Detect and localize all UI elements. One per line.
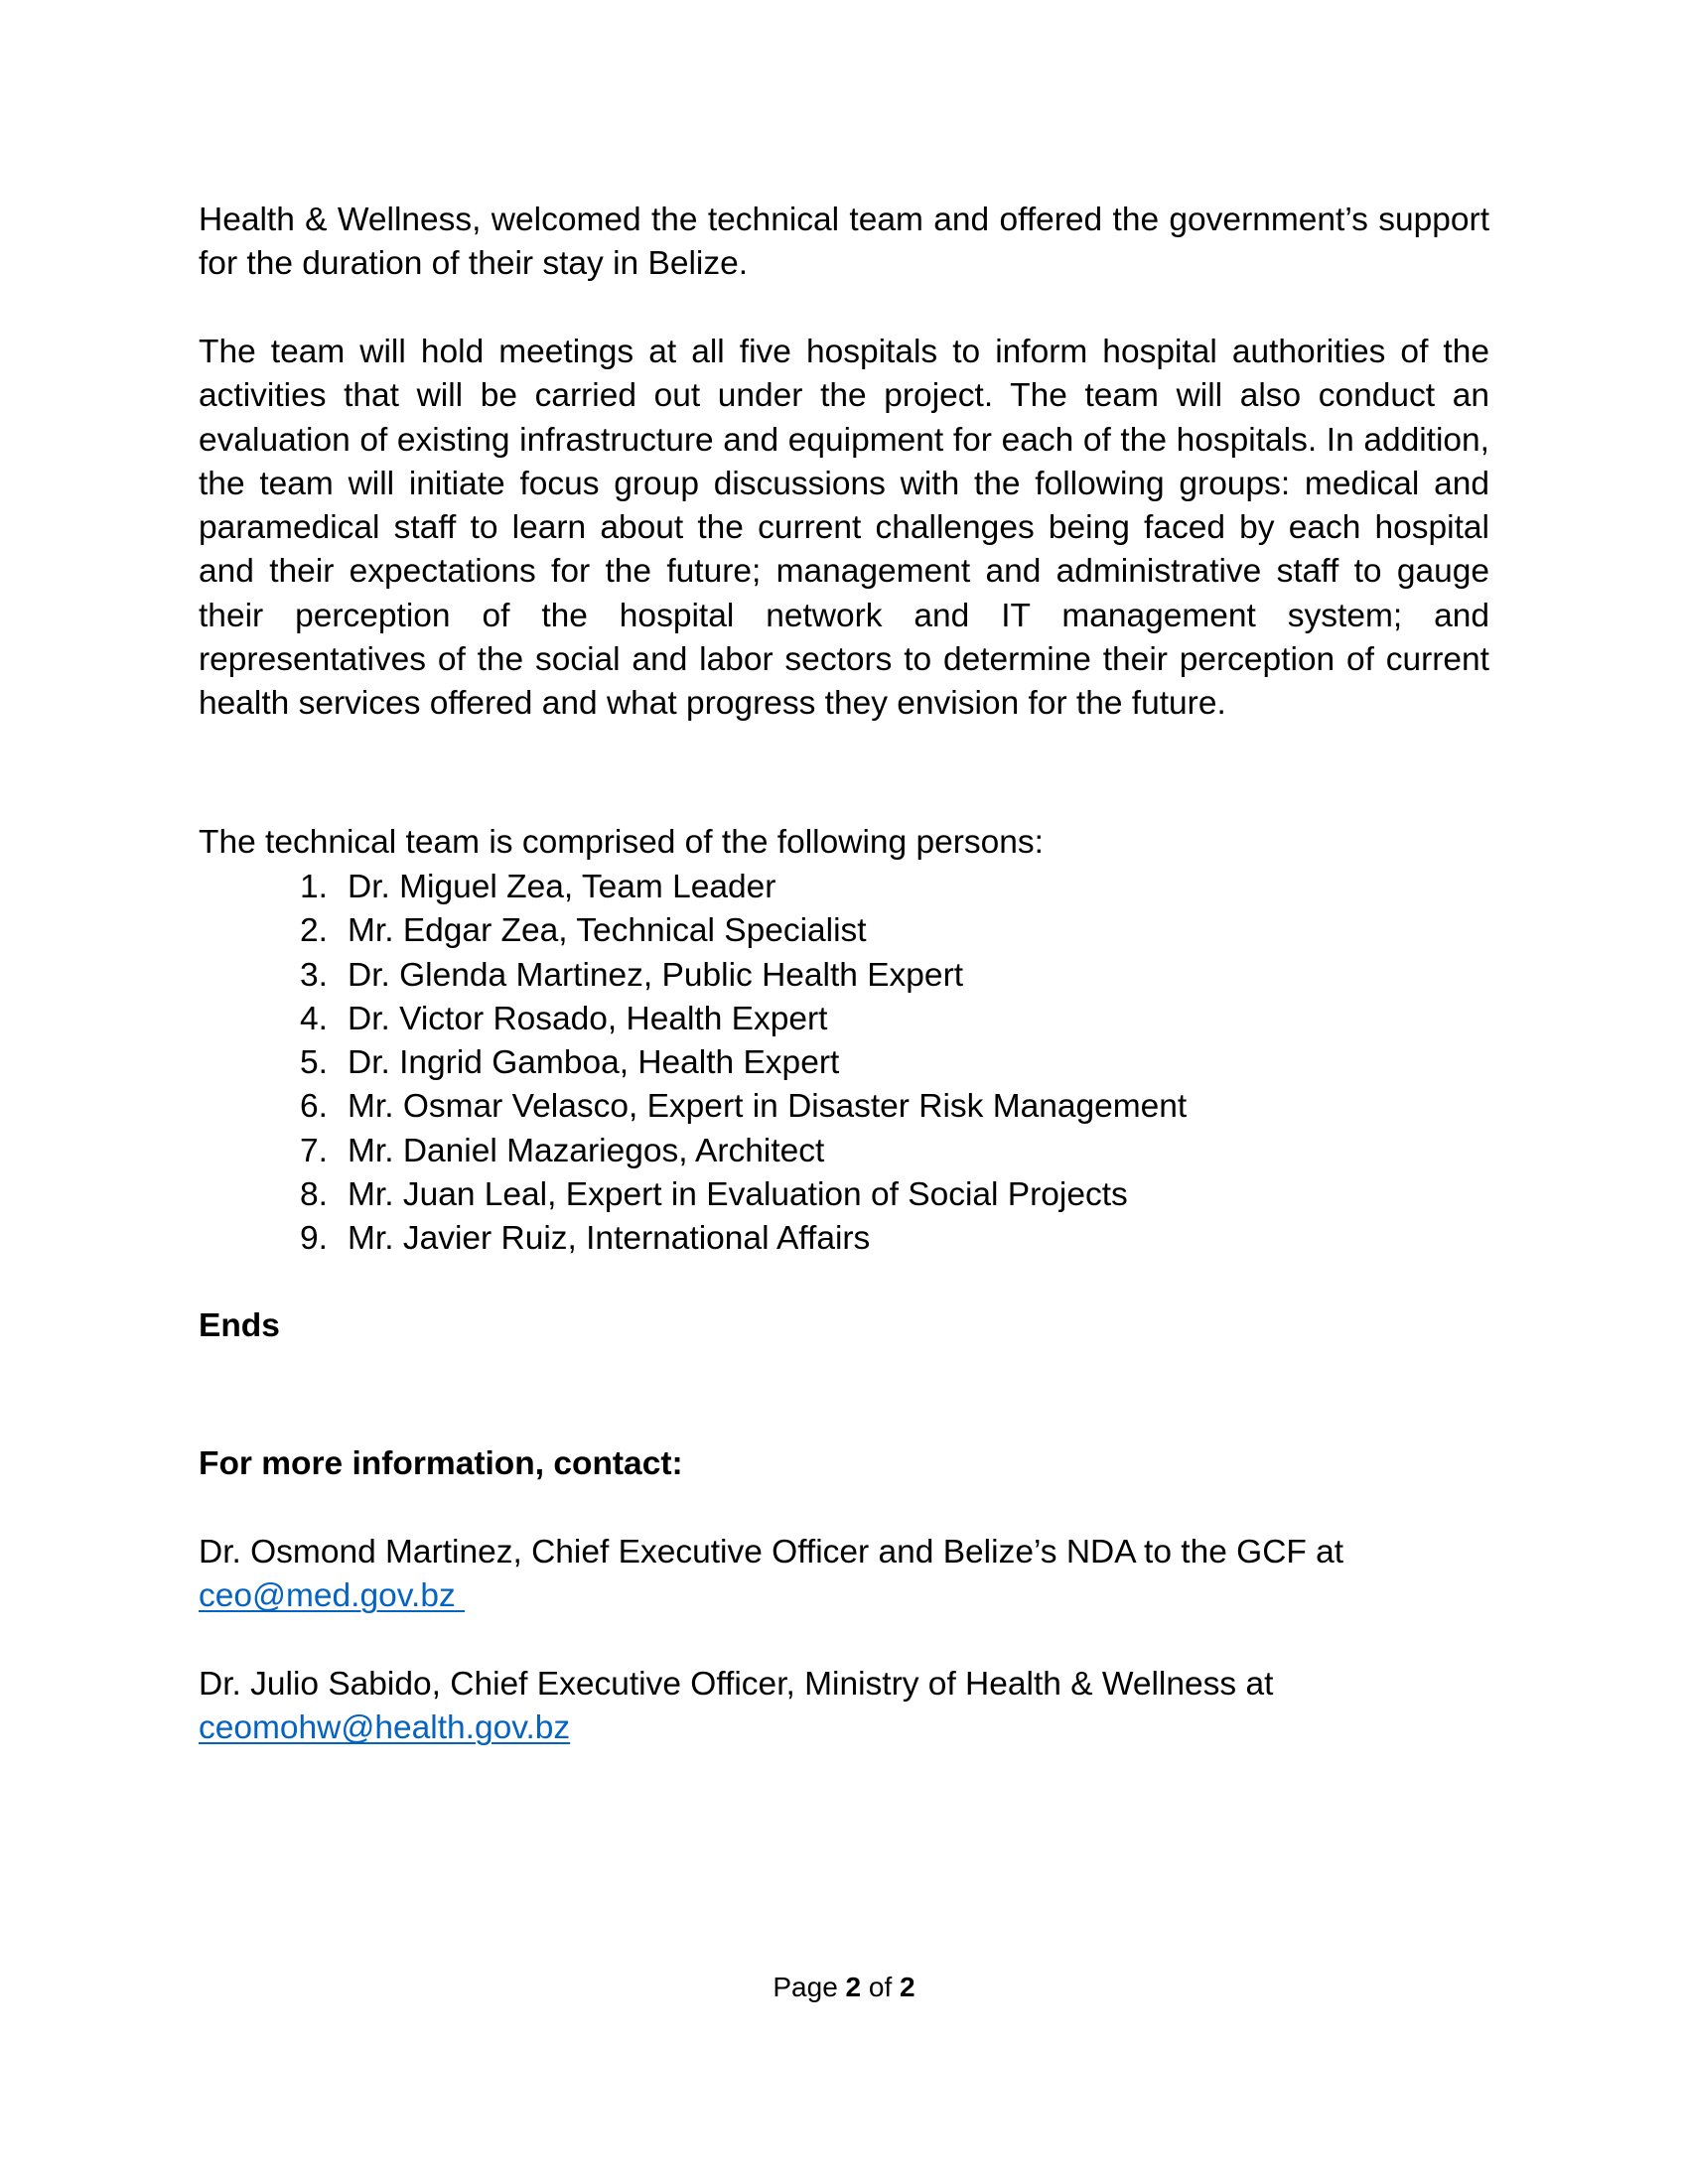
list-item-text: Mr. Javier Ruiz, International Affairs [348,1220,871,1258]
list-item-text: Dr. Miguel Zea, Team Leader [348,869,776,905]
list-item [300,866,1392,909]
team-member-list [300,866,1392,1262]
list-number: 8. [300,1176,328,1214]
list-item-text: Dr. Glenda Martinez, Public Health Expert [348,956,964,994]
list-item [300,954,1392,998]
list-item-text: Mr. Osmar Velasco, Expert in Disaster Risk Management [348,1088,1188,1126]
list-item-text: Mr. Daniel Mazariegos, Architect [348,1132,825,1169]
list-number: 3. [300,956,328,994]
current-page-number: 2 [845,1972,862,2002]
list-number: 2. [300,912,328,950]
email-link-ceo-med[interactable]: ceo@med.gov.bz [199,1577,466,1615]
contact-text: Dr. Julio Sabido, Chief Executive Officer, Ministry of Health & Wellness at [199,1666,1274,1703]
page-prefix: Page [773,1972,846,2002]
list-number: 7. [300,1132,328,1169]
list-item [300,1085,1392,1129]
paragraph-activities: The team will hold meetings at all five hospitals to inform hospital authorities of the activities that will be carried out under the project. The team will also conduct an evaluation of existing infrastructure and equipment for each of the hospitals. In addition, the team will initiate focus group discussions with the following groups: medical and paramedical staff to learn about the current challenges being faced by each hospital and their expectations for the future; management and administrative staff to gauge their perception of the hospital network and IT management system; and representatives of the social and labor sectors to determine their perception of current health services offered and what progress they envision for the future. [199,334,1489,723]
contact-julio-sabido [199,1663,1489,1751]
list-item [300,1217,1392,1261]
list-item [300,909,1392,953]
contact-osmond-martinez [199,1531,1489,1619]
list-item-text: Mr. Edgar Zea, Technical Specialist [348,912,867,950]
list-item-text: Dr. Victor Rosado, Health Expert [348,1000,828,1037]
list-item [300,1130,1392,1173]
list-item [300,1041,1392,1085]
list-item-text: Mr. Juan Leal, Expert in Evaluation of Social Projects [348,1176,1128,1214]
contact-heading: For more information, contact: [199,1445,683,1482]
paragraph-team-intro: The technical team is comprised of the following persons: [199,824,1044,861]
list-number: 5. [300,1044,328,1082]
page-of-label: of [861,1972,901,2002]
paragraph-welcome: Health & Wellness, welcomed the technical team and offered the government’s support for the duration of their stay in Belize. [199,202,1489,283]
list-number: 4. [300,1000,328,1037]
total-pages-number: 2 [900,1972,915,2002]
list-item [300,1173,1392,1217]
list-number: 6. [300,1088,328,1126]
list-item-text: Dr. Ingrid Gamboa, Health Expert [348,1044,840,1082]
page-footer [0,1970,1688,2005]
email-link-ceomohw-health[interactable]: ceomohw@health.gov.bz [199,1709,571,1747]
ends-marker: Ends [199,1307,280,1344]
list-item [300,998,1392,1041]
list-number: 1. [300,869,328,905]
list-number: 9. [300,1220,328,1258]
contact-text: Dr. Osmond Martinez, Chief Executive Officer and Belize’s NDA to the GCF at [199,1534,1344,1570]
